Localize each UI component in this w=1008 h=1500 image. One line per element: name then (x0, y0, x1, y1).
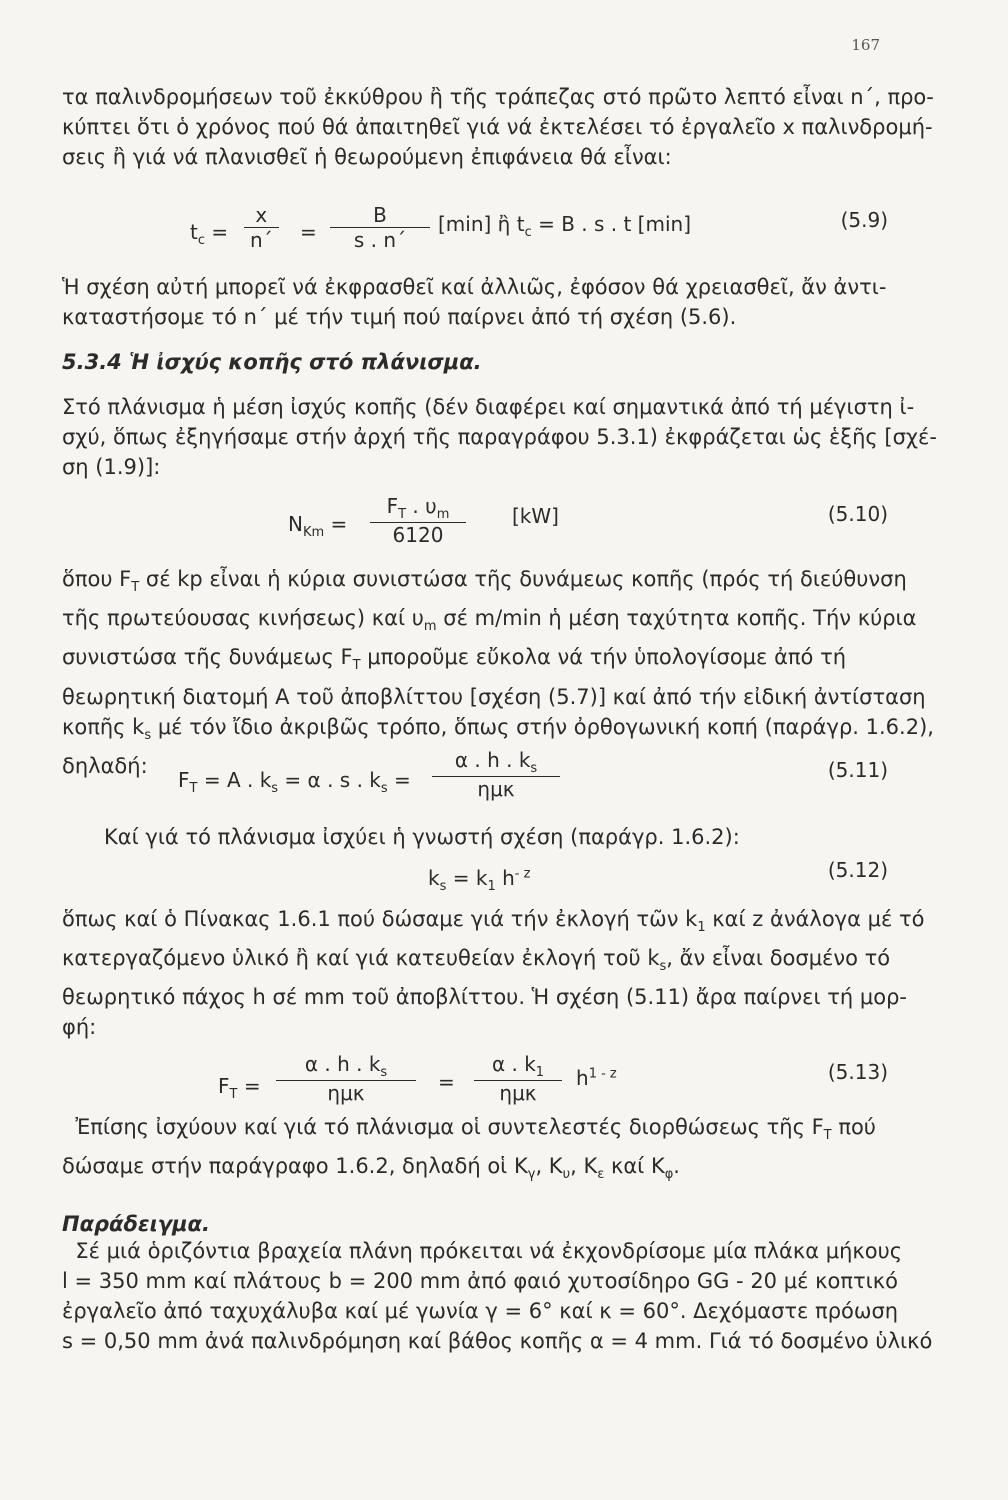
paragraph (62, 272, 892, 332)
eq-fraction: $\frac{B}{s . n΄}$ (330, 203, 430, 252)
text-line: Καί γιά τό πλάνισμα ἰσχύει ἡ γνωστή σχέση (παράγρ. 1.6.2): (104, 825, 740, 849)
eq-lhs: $t_c$ = (190, 220, 229, 248)
equation-number: (5.13) (827, 1060, 888, 1084)
eq-fraction: $\frac{x}{n΄}$ (244, 203, 279, 252)
eq-tail: [min] ἢ $t_c = B$ . s . t [min] (438, 212, 691, 240)
eq-equals: = (438, 1070, 455, 1094)
equation-number: (5.11) (827, 758, 888, 782)
text-line: θεωρητικό πάχος h σέ mm τοῦ ἀποβλίττου. Ἡ σχέση (5.11) ἄρα παίρνει τή μορ- (62, 985, 908, 1010)
text-line: τῆς πρωτεύουσας κινήσεως) καί $\upsilon_m$ σέ m/min ἡ μέση ταχύτητα κοπῆς. Τήν κύρια (62, 606, 917, 635)
eq-body: $k_s = k_1$ $h^{- z}$ (428, 866, 531, 894)
paragraph-intro (62, 82, 934, 172)
paragraph-example (62, 1236, 933, 1356)
eq-unit: [kW] (512, 504, 559, 528)
equation-number: (5.10) (827, 502, 888, 526)
eq-lhs: $F_T = A$ . $k_s = \alpha$ . s . $k_s$ = (178, 768, 411, 796)
eq-lhs: $N_{Km}$ = (288, 512, 348, 540)
equation-number: (5.9) (840, 208, 888, 232)
text-line: τα παλινδρομήσεων τοῦ ἐκκύθρου ἢ τῆς τράπεζας στό πρῶτο λεπτό εἶναι n΄, προ- (62, 85, 934, 109)
eq-fraction: α . h . $k_s$ ημκ (432, 748, 560, 801)
text-line: s = 0,50 mm ἀνά παλινδρόμηση καί βάθος κοπῆς α = 4 mm. Γιά τό δοσμένο ὑλικό (62, 1329, 933, 1353)
text-line: φή: (62, 1015, 97, 1040)
text-line: καταστήσομε τό n΄ μέ τήν τιμή πού παίρνει ἀπό τή σχέση (5.6). (62, 305, 737, 329)
eq-fraction: α . h . $k_s$ ημκ (276, 1052, 416, 1105)
eq-fraction: α . $k_1$ ημκ (474, 1052, 562, 1105)
text-line: ὅπως καί ὁ Πίνακας 1.6.1 πού δώσαμε γιά τήν ἐκλογή τῶν $k_1$ καί z ἀνάλογα μέ τό (62, 907, 925, 936)
text-line: Στό πλάνισμα ἡ μέση ἰσχύς κοπῆς (δέν διαφέρει καί σημαντικά ἀπό τή μέγιστη ἰ- (62, 395, 915, 419)
example-heading: Παράδειγμα. (62, 1212, 210, 1236)
text-line: σεις ἢ γιά νά πλανισθεῖ ἡ θεωρούμενη ἐπιφάνεια θά εἶναι: (62, 145, 672, 169)
text-line: σχύ, ὅπως ἐξηγήσαμε στήν ἀρχή τῆς παραγράφου 5.3.1) ἐκφράζεται ὡς ἑξῆς [σχέ- (62, 425, 937, 449)
eq-tail: $h^{1 - z}$ (576, 1066, 617, 1090)
text-line: ὅπου $F_T$ σέ kp εἶναι ἡ κύρια συνιστώσα τῆς δυνάμεως κοπῆς (πρός τή διεύθυνση (62, 567, 907, 596)
text-line: Ἡ σχέση αὐτή μπορεῖ νά ἐκφρασθεῖ καί ἀλλιῶς, ἐφόσον θά χρειασθεῖ, ἄν ἀντι- (62, 275, 887, 299)
text-line: κύπτει ὅτι ὁ χρόνος πού θά ἀπαιτηθεῖ γιά νά ἐκτελέσει τό ἐργαλεῖο x παλινδρομή- (62, 115, 933, 139)
eq-fraction: $\frac{F_T . \upsilon_m}{6120}$ (370, 494, 466, 547)
paragraph (62, 1112, 892, 1190)
text-line: κοπῆς $k_s$ μέ τόν ἴδιο ἀκριβῶς τρόπο, ὅπως στήν ὀρθογωνική κοπή (παράγρ. 1.6.2), (62, 714, 934, 743)
eq-equals: = (300, 220, 317, 244)
equation-number: (5.12) (827, 858, 888, 882)
text-line: δώσαμε στήν παράγραφο 1.6.2, δηλαδή οἱ $K_\gamma$, $K_\upsilon$, $K_\varepsilon$ καί $K_\varphi$. (62, 1154, 680, 1183)
text-line: ση (1.9)]: (62, 455, 161, 479)
page-number: 167 (851, 36, 880, 54)
eq-lhs: $F_T$ = (218, 1074, 261, 1102)
paragraph (62, 392, 937, 482)
text-line: δηλαδή: (62, 753, 148, 778)
text-line: l = 350 mm καί πλάτους b = 200 mm ἀπό φαιό χυτοσίδηρο GG - 20 μέ κοπτικό (62, 1269, 898, 1293)
text-line: Ἐπίσης ἰσχύουν καί γιά τό πλάνισμα οἱ συντελεστές διορθώσεως τῆς $F_T$ πού (75, 1115, 876, 1144)
section-heading: 5.3.4 Ἡ ἰσχύς κοπῆς στό πλάνισμα. (62, 350, 482, 374)
text-line: συνιστώσα τῆς δυνάμεως $F_T$ μποροῦμε εὔκολα νά τήν ὑπολογίσομε ἀπό τή (62, 645, 847, 674)
text-line: θεωρητική διατομή A τοῦ ἀποβλίττου [σχέση (5.7)] καί ἀπό τήν εἰδική ἀντίσταση (62, 684, 926, 709)
text-line: Σέ μιά ὁριζόντια βραχεία πλάνη πρόκειται νά ἐκχονδρίσομε μία πλάκα μήκους (75, 1239, 903, 1263)
paragraph (62, 904, 925, 1042)
text-line: ἐργαλεῖο ἀπό ταχυχάλυβα καί μέ γωνία γ = 6° καί κ = 60°. Δεχόμαστε πρόωση (62, 1299, 899, 1323)
paragraph (104, 822, 934, 852)
text-line: κατεργαζόμενο ὑλικό ἢ καί γιά κατευθείαν ἐκλογή τοῦ $k_s$, ἄν εἶναι δοσμένο τό (62, 946, 891, 975)
